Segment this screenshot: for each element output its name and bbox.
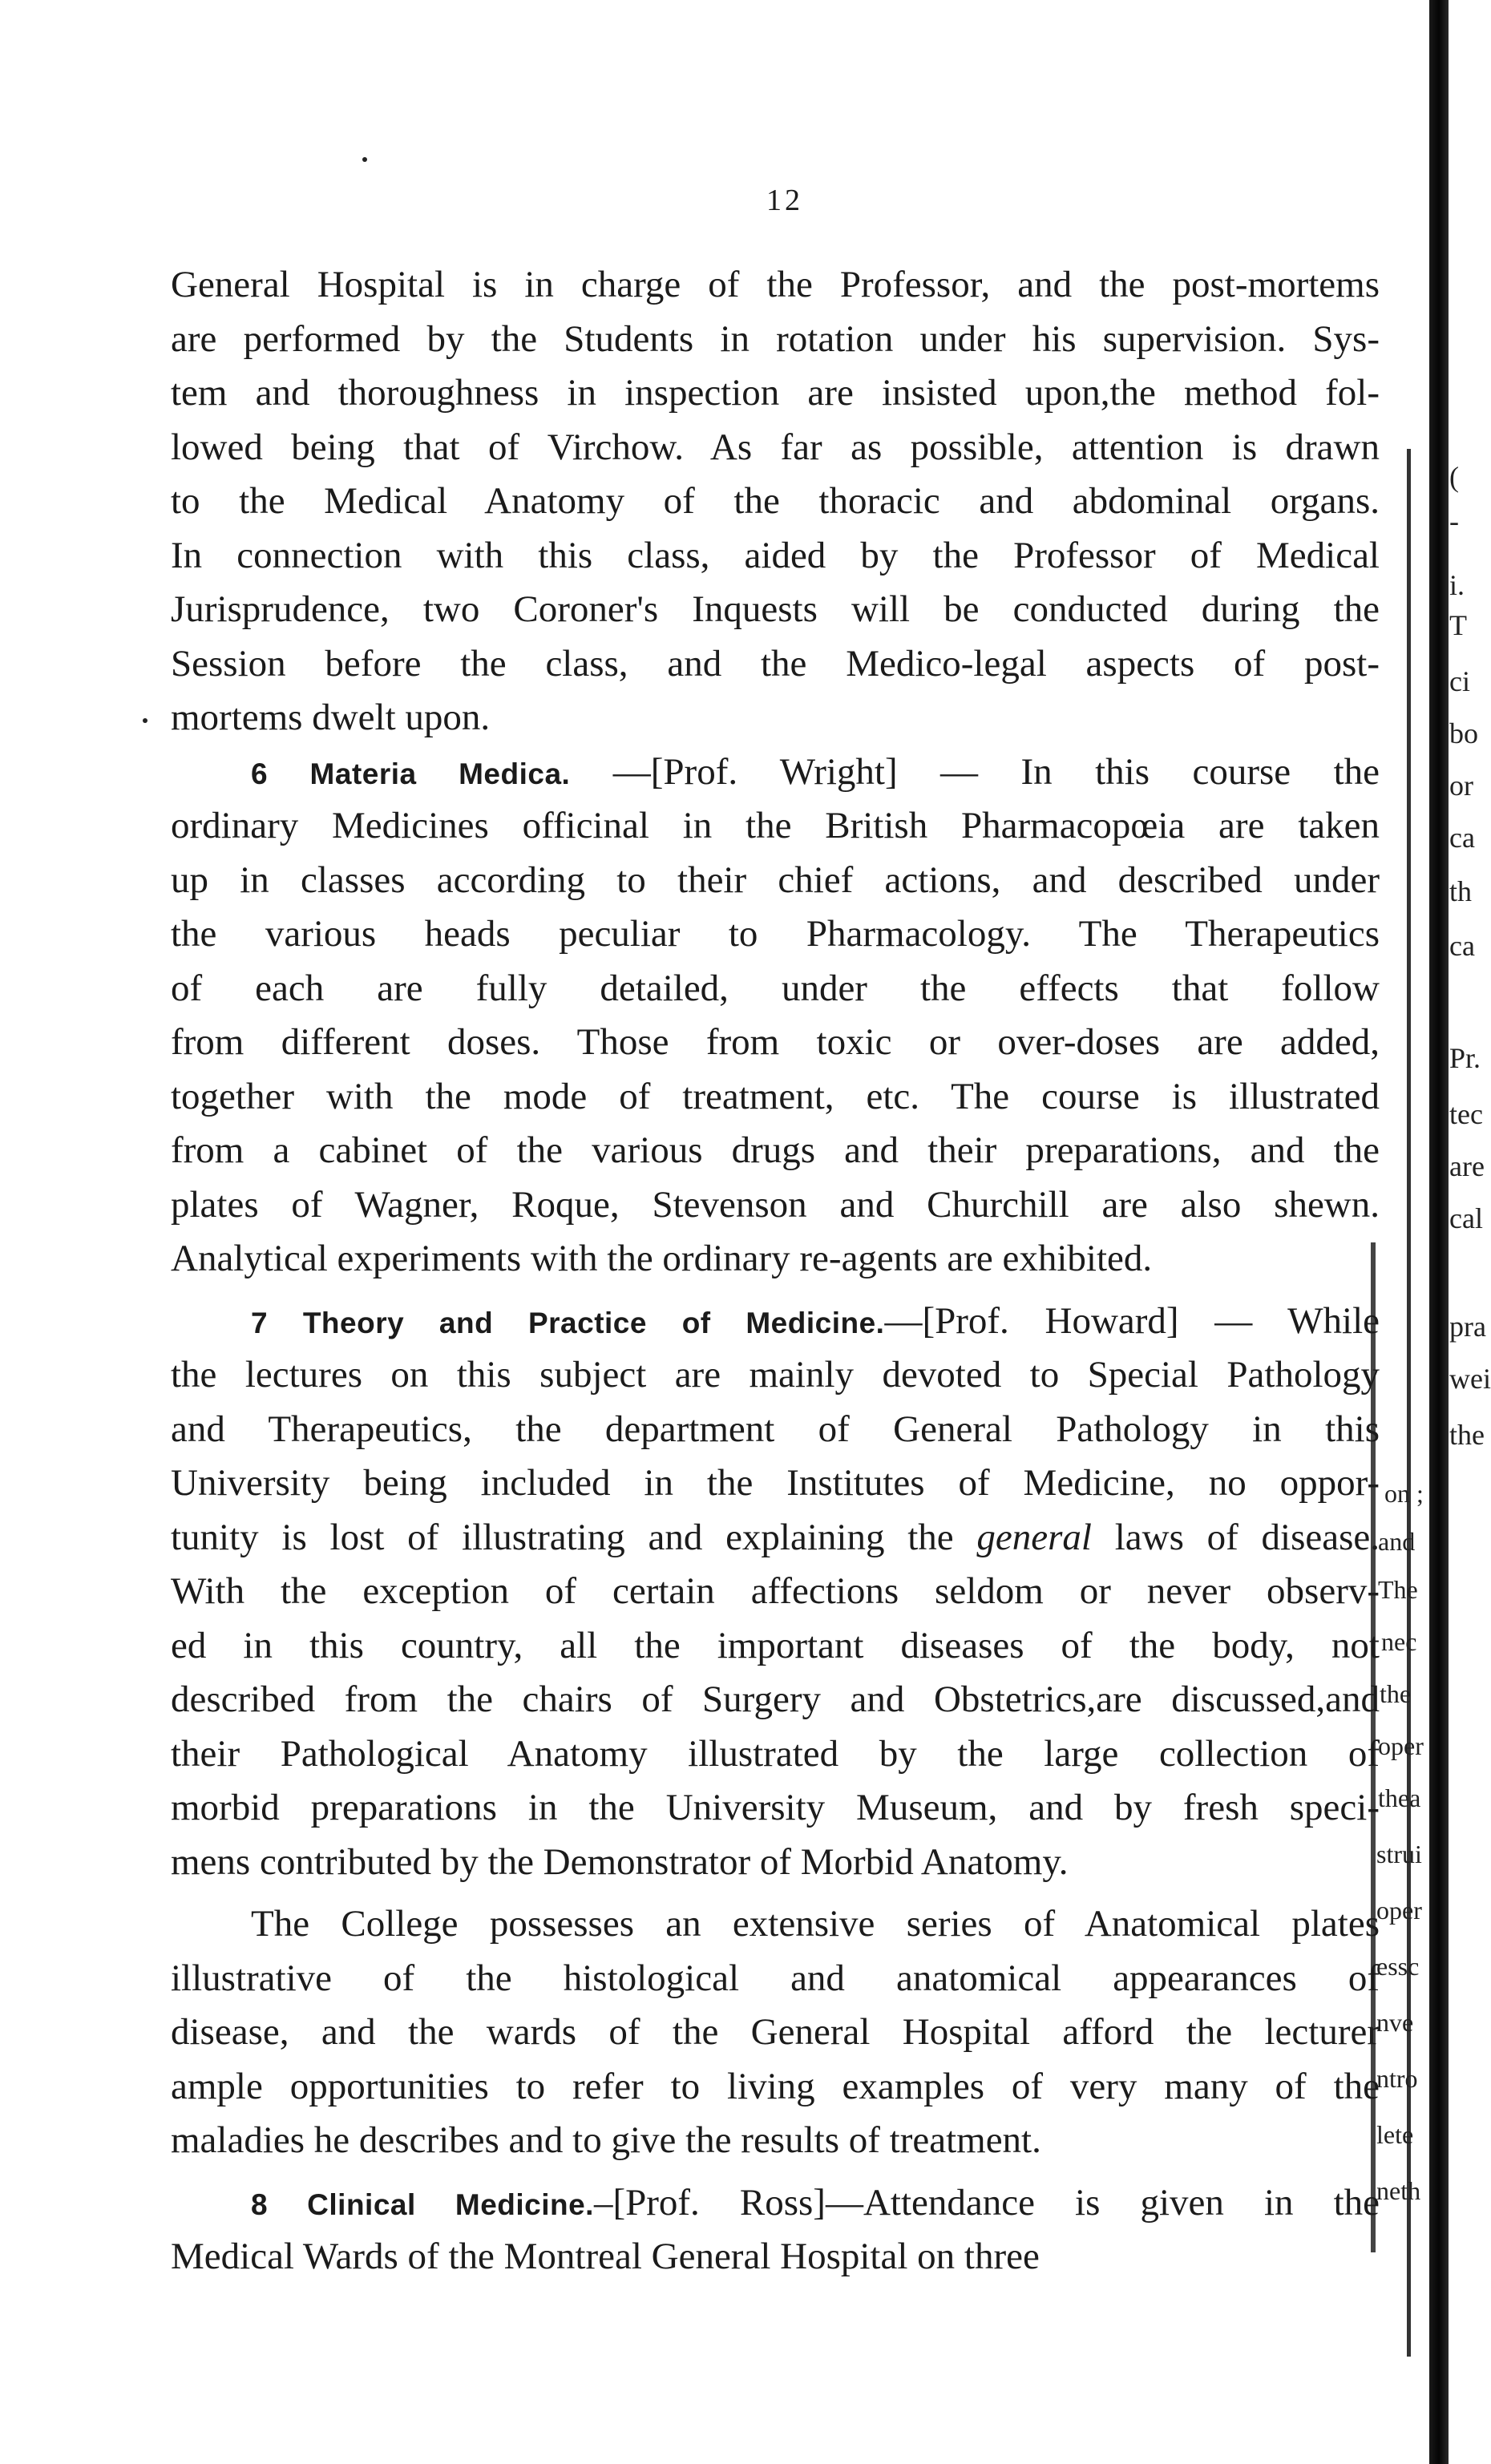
text-line: are performed by the Students in rotation under his supervision. Sys- bbox=[171, 317, 1380, 360]
text-line: and Therapeutics, the department of General Pathology in this bbox=[171, 1408, 1380, 1450]
fragment: bo bbox=[1449, 717, 1478, 749]
fragment: cal bbox=[1449, 1202, 1483, 1234]
text-line: With the exception of certain affections seldom or never observ- bbox=[171, 1570, 1380, 1612]
text-line: Session before the class, and the Medico-legal aspects of post- bbox=[171, 642, 1380, 685]
fragment: ( bbox=[1449, 461, 1459, 493]
text-line: disease, and the wards of the General Hospital afford the lecturer bbox=[171, 2011, 1380, 2053]
text-line: Medical Wards of the Montreal General Hospital on three bbox=[171, 2236, 1040, 2277]
page-number: 12 bbox=[766, 184, 803, 217]
fragment: neth bbox=[1376, 2176, 1421, 2205]
fragment: the bbox=[1449, 1419, 1485, 1451]
text-line: illustrative of the histological and anatomical appearances of bbox=[171, 1957, 1380, 1999]
text-line: the lectures on this subject are mainly devoted to Special Pathology bbox=[171, 1354, 1380, 1396]
section-first-line bbox=[171, 1295, 1380, 1349]
text-fragment: –[Prof. Ross]—Attendance is given in the bbox=[593, 2181, 1380, 2224]
section-heading-clinical-medicine: 8 Clinical Medicine. bbox=[251, 2187, 594, 2221]
section-first-line bbox=[171, 745, 1380, 800]
section-heading-theory-practice: 7 Theory and Practice of Medicine. bbox=[251, 1306, 885, 1339]
text-line: the various heads peculiar to Pharmacology. The Therapeutics bbox=[171, 913, 1380, 955]
text-line: Jurisprudence, two Coroner's Inquests will be conducted during the bbox=[171, 588, 1380, 630]
text-line: University being included in the Institutes of Medicine, no oppor- bbox=[171, 1462, 1380, 1504]
text-line: In connection with this class, aided by the Professor of Medical bbox=[171, 534, 1380, 576]
fragment: or bbox=[1449, 769, 1473, 802]
speck bbox=[143, 718, 147, 723]
text-line: ample opportunities to refer to living examples of very many of the bbox=[171, 2065, 1380, 2107]
text-line: ed in this country, all the important diseases of the body, not bbox=[171, 1624, 1380, 1666]
section-heading-materia-medica: 6 Materia Medica. bbox=[251, 757, 571, 790]
text-line: from a cabinet of the various drugs and their preparations, and the bbox=[171, 1129, 1380, 1171]
speck bbox=[362, 157, 367, 162]
fragment: pra bbox=[1449, 1311, 1486, 1343]
text-line: together with the mode of treatment, etc. The course is illustrated bbox=[171, 1075, 1380, 1117]
fragment: are bbox=[1449, 1150, 1485, 1182]
adjacent-page-fragments bbox=[1449, 0, 1491, 2464]
adjacent-page-fragments-inner bbox=[1375, 0, 1431, 2464]
fragment: The bbox=[1378, 1575, 1418, 1604]
page-body bbox=[171, 258, 1380, 2284]
text-fragment: —[Prof. Wright] — In this course the bbox=[612, 750, 1380, 793]
fragment: tec bbox=[1449, 1098, 1483, 1130]
fragment: and bbox=[1378, 1527, 1416, 1556]
fragment: ca bbox=[1449, 822, 1475, 854]
fragment: on ; bbox=[1384, 1479, 1424, 1508]
fragment: wei bbox=[1449, 1363, 1491, 1395]
text-line: mortems dwelt upon. bbox=[171, 697, 491, 738]
text-line: ordinary Medicines officinal in the British Pharmacopœia are taken bbox=[171, 805, 1380, 846]
fragment: ntro bbox=[1376, 2064, 1418, 2093]
text-line: described from the chairs of Surgery and Obstetrics,are discussed,and bbox=[171, 1678, 1380, 1720]
text-line: to the Medical Anatomy of the thoracic and abdominal organs. bbox=[171, 480, 1380, 522]
fragment: thea bbox=[1378, 1783, 1421, 1812]
text-line: plates of Wagner, Roque, Stevenson and Churchill are also shewn. bbox=[171, 1183, 1380, 1226]
text-line: morbid preparations in the University Museum, and by fresh speci- bbox=[171, 1787, 1380, 1828]
text-fragment: —[Prof. Howard] — While bbox=[884, 1299, 1380, 1342]
fragment: essc bbox=[1376, 1952, 1420, 1981]
section-first-line bbox=[171, 2176, 1380, 2231]
fragment: strui bbox=[1376, 1840, 1422, 1868]
binding-gutter-shadow bbox=[1429, 0, 1449, 2464]
fragment: - bbox=[1449, 505, 1459, 537]
text-line: maladies he describes and to give the results of treatment. bbox=[171, 2119, 1041, 2161]
text-line: from different doses. Those from toxic or over-doses are added, bbox=[171, 1021, 1380, 1063]
fragment: ci bbox=[1449, 665, 1470, 697]
text-line: up in classes according to their chief actions, and described under bbox=[171, 858, 1380, 901]
fragment: the bbox=[1380, 1679, 1412, 1708]
text-line: mens contributed by the Demonstrator of Morbid Anatomy. bbox=[171, 1840, 1069, 1883]
fragment: oper bbox=[1376, 1896, 1422, 1925]
text-line: The College possesses an extensive series of Anatomical plates bbox=[251, 1903, 1380, 1945]
text-line: Analytical experiments with the ordinary re-agents are exhibited. bbox=[171, 1238, 1153, 1279]
fragment: T bbox=[1449, 609, 1467, 641]
text-line: their Pathological Anatomy illustrated by the large collection of bbox=[171, 1732, 1380, 1775]
text-fragment: tunity is lost of illustrating and explaining the bbox=[171, 1516, 977, 1558]
text-fragment: laws of disease. bbox=[1114, 1516, 1380, 1558]
fragment: nve bbox=[1376, 2008, 1414, 2037]
fragment: Pr. bbox=[1449, 1042, 1481, 1074]
text-line: tem and thoroughness in inspection are insisted upon,the method fol- bbox=[171, 372, 1380, 414]
italic-word: general bbox=[976, 1516, 1092, 1558]
text-line-with-italic bbox=[171, 1511, 1380, 1565]
fragment: th bbox=[1449, 875, 1473, 907]
fragment: nec bbox=[1381, 1627, 1417, 1656]
text-line: General Hospital is in charge of the Professor, and the post-mortems bbox=[171, 264, 1380, 305]
text-line: of each are fully detailed, under the effects that follow bbox=[171, 967, 1380, 1009]
fragment: oper bbox=[1378, 1731, 1424, 1760]
fragment: i. bbox=[1449, 569, 1465, 601]
fragment: lete bbox=[1376, 2120, 1414, 2149]
fragment: ca bbox=[1449, 930, 1475, 962]
text-line: lowed being that of Virchow. As far as possible, attention is drawn bbox=[171, 426, 1380, 468]
